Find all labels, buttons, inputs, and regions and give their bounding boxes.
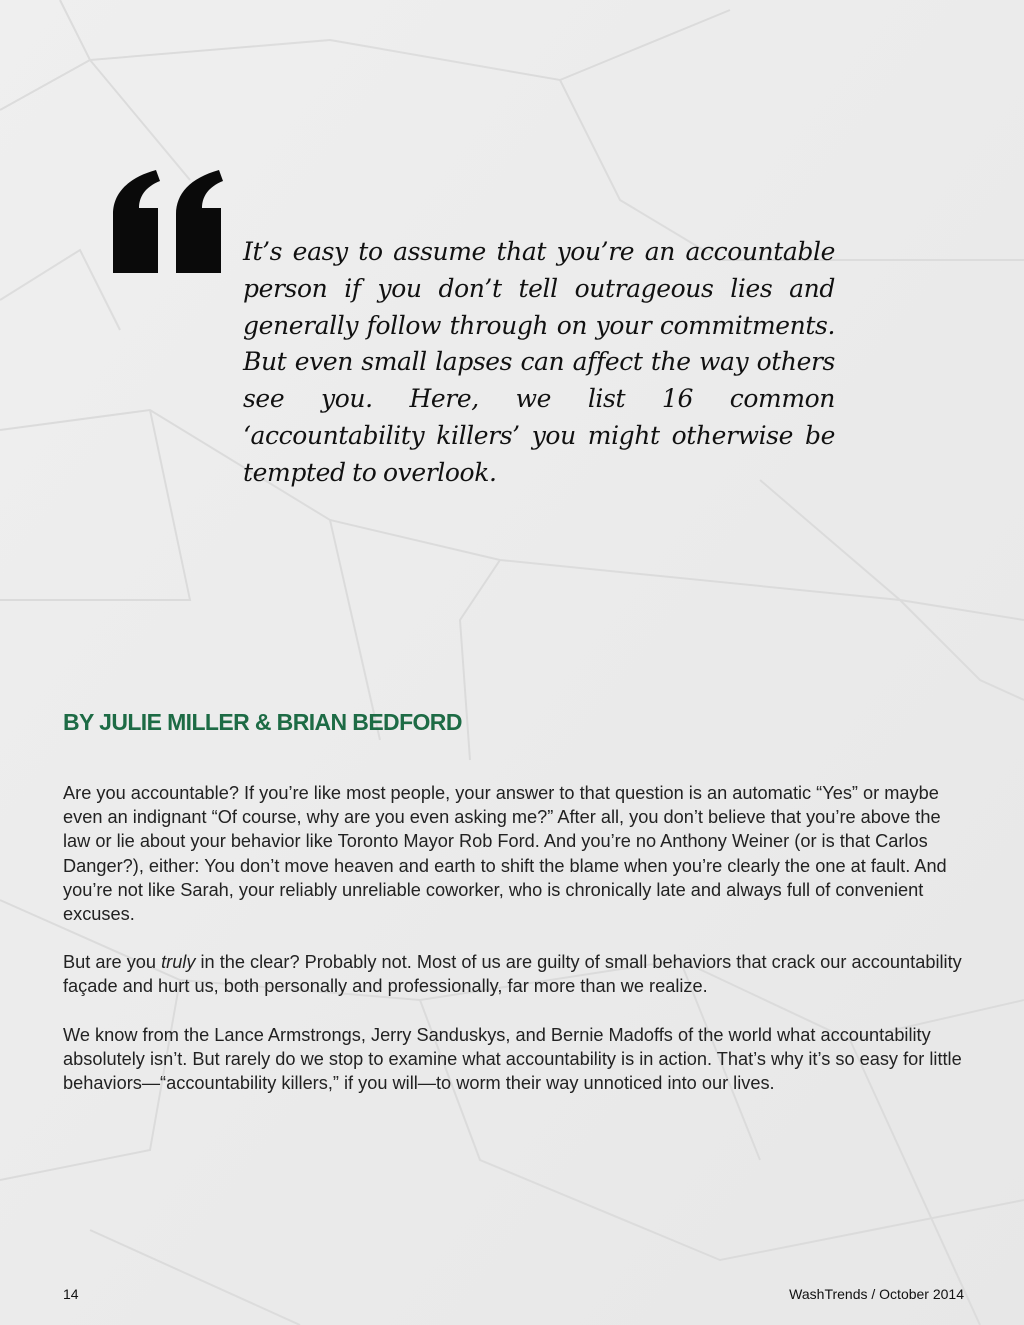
article-body bbox=[63, 781, 963, 1119]
emphasis-truly: truly bbox=[161, 952, 196, 973]
paragraph-1: Are you accountable? If you’re like most people, your answer to that question is an automatic “Yes” or maybe even an indignant “Of course, why are you even asking me?” After all, you don’t believe that you’re above the law or lie about your behavior like Toronto Mayor Rob Ford. And you’re no Anthony Weiner (or is that Carlos Danger?), either: You don’t move heaven and earth to shift the blame when you’re clearly the one at fault. And you’re not like Sarah, your reliably unreliable coworker, who is chronically late and always full of convenient excuses. bbox=[63, 783, 947, 925]
paragraph-2-start: But are you bbox=[63, 952, 162, 973]
byline: BY JULIE MILLER & BRIAN BEDFORD bbox=[63, 709, 462, 735]
paragraph-2-end: in the clear? Probably not. Most of us are guilty of small behaviors that crack our accountability façade and hurt us, both personally and professionally, far more than we realize. bbox=[63, 952, 962, 997]
pull-quote: It’s easy to assume that you’re an accountable person if you don’t tell outrageous lies and generally follow through on your commitments. But even small lapses can affect the way others see you. Here, we list 16 common ‘accountability killers’ you might otherwise be tempted to overlook. bbox=[243, 237, 835, 487]
publication-footer: WashTrends / October 2014 bbox=[789, 1286, 964, 1302]
page-number: 14 bbox=[63, 1286, 79, 1302]
paragraph-2 bbox=[63, 950, 963, 998]
open-quote-icon bbox=[108, 168, 233, 278]
paragraph-3: We know from the Lance Armstrongs, Jerry Sanduskys, and Bernie Madoffs of the world what accountability absolutely isn’t. But rarely do we stop to examine what accountability is in action. That’s why it’s so easy for little behaviors—“accountability killers,” if you will—to worm their way unnoticed into our lives. bbox=[63, 1024, 962, 1094]
